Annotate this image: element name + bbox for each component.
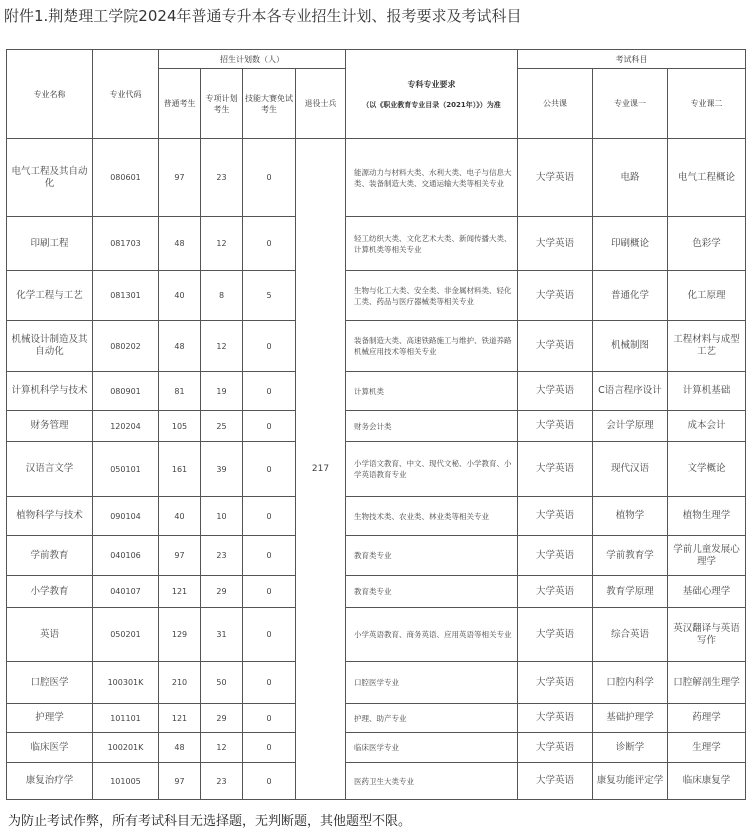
major-name-cell: 印刷工程 — [7, 217, 93, 271]
regular-count-cell: 81 — [159, 372, 201, 411]
major-code-cell: 101101 — [93, 704, 159, 733]
skill-count-cell: 0 — [243, 704, 296, 733]
public-course-cell: 大学英语 — [518, 411, 593, 442]
major-name-cell: 电气工程及其自动化 — [7, 139, 93, 217]
requirement-cell: 教育类专业 — [346, 536, 518, 576]
footnote: 为防止考试作弊，所有考试科目无选择题，无判断题，其他题型不限。 — [8, 814, 412, 829]
professional-course-1-cell: 会计学原理 — [593, 411, 668, 442]
requirement-cell: 医药卫生大类专业 — [346, 763, 518, 800]
skill-count-cell: 0 — [243, 608, 296, 662]
header-enrollment-plan: 招生计划数（人） — [159, 50, 346, 69]
professional-course-2-cell: 成本会计 — [668, 411, 746, 442]
requirement-cell: 财务会计类 — [346, 411, 518, 442]
regular-count-cell: 121 — [159, 704, 201, 733]
professional-course-2-cell: 生理学 — [668, 733, 746, 763]
page-title: 附件1.荆楚理工学院2024年普通专升本各专业招生计划、报考要求及考试科目 — [4, 7, 522, 25]
requirement-cell: 教育类专业 — [346, 576, 518, 608]
header-special: 专项计划考生 — [201, 69, 243, 139]
public-course-cell: 大学英语 — [518, 372, 593, 411]
special-count-cell: 25 — [201, 411, 243, 442]
professional-course-2-cell: 工程材料与成型工艺 — [668, 321, 746, 372]
regular-count-cell: 97 — [159, 536, 201, 576]
requirement-cell: 生物技术类、农业类、林业类等相关专业 — [346, 497, 518, 536]
skill-count-cell: 0 — [243, 497, 296, 536]
requirement-cell: 计算机类 — [346, 372, 518, 411]
regular-count-cell: 129 — [159, 608, 201, 662]
professional-course-2-cell: 药理学 — [668, 704, 746, 733]
special-count-cell: 29 — [201, 576, 243, 608]
table-row — [7, 442, 746, 497]
table-body — [7, 139, 746, 800]
special-count-cell: 23 — [201, 139, 243, 217]
table-row — [7, 271, 746, 321]
major-code-cell: 080202 — [93, 321, 159, 372]
requirement-cell: 护理、助产专业 — [346, 704, 518, 733]
professional-course-2-cell: 英汉翻译与英语写作 — [668, 608, 746, 662]
requirement-cell: 能源动力与材料大类、水利大类、电子与信息大类、装备制造大类、交通运输大类等相关专业 — [346, 139, 518, 217]
header-public: 公共课 — [518, 69, 593, 139]
professional-course-1-cell: 印刷概论 — [593, 217, 668, 271]
major-name-cell: 机械设计制造及其自动化 — [7, 321, 93, 372]
professional-course-1-cell: 学前教育学 — [593, 536, 668, 576]
major-code-cell: 100201K — [93, 733, 159, 763]
skill-count-cell: 0 — [243, 763, 296, 800]
public-course-cell: 大学英语 — [518, 576, 593, 608]
professional-course-1-cell: 教育学原理 — [593, 576, 668, 608]
table-row — [7, 321, 746, 372]
skill-count-cell: 0 — [243, 139, 296, 217]
major-name-cell: 护理学 — [7, 704, 93, 733]
public-course-cell: 大学英语 — [518, 704, 593, 733]
major-code-cell: 100301K — [93, 662, 159, 704]
regular-count-cell: 105 — [159, 411, 201, 442]
major-code-cell: 050201 — [93, 608, 159, 662]
major-code-cell: 081301 — [93, 271, 159, 321]
major-name-cell: 康复治疗学 — [7, 763, 93, 800]
skill-count-cell: 0 — [243, 733, 296, 763]
major-name-cell: 植物科学与技术 — [7, 497, 93, 536]
table-row — [7, 704, 746, 733]
public-course-cell: 大学英语 — [518, 497, 593, 536]
skill-count-cell: 0 — [243, 321, 296, 372]
public-course-cell: 大学英语 — [518, 271, 593, 321]
major-name-cell: 计算机科学与技术 — [7, 372, 93, 411]
professional-course-2-cell: 临床康复学 — [668, 763, 746, 800]
professional-course-1-cell: 康复功能评定学 — [593, 763, 668, 800]
regular-count-cell: 48 — [159, 217, 201, 271]
professional-course-1-cell: 植物学 — [593, 497, 668, 536]
professional-course-2-cell: 植物生理学 — [668, 497, 746, 536]
special-count-cell: 29 — [201, 704, 243, 733]
professional-course-1-cell: 电路 — [593, 139, 668, 217]
professional-course-1-cell: 基础护理学 — [593, 704, 668, 733]
professional-course-2-cell: 基础心理学 — [668, 576, 746, 608]
major-name-cell: 英语 — [7, 608, 93, 662]
professional-course-2-cell: 化工原理 — [668, 271, 746, 321]
major-code-cell: 101005 — [93, 763, 159, 800]
skill-count-cell: 0 — [243, 217, 296, 271]
skill-count-cell: 0 — [243, 442, 296, 497]
skill-count-cell: 0 — [243, 662, 296, 704]
public-course-cell: 大学英语 — [518, 321, 593, 372]
requirement-cell: 口腔医学专业 — [346, 662, 518, 704]
regular-count-cell: 161 — [159, 442, 201, 497]
table-row — [7, 608, 746, 662]
special-count-cell: 12 — [201, 217, 243, 271]
major-code-cell: 090104 — [93, 497, 159, 536]
major-code-cell: 050101 — [93, 442, 159, 497]
header-prof1: 专业课一 — [593, 69, 668, 139]
special-count-cell: 23 — [201, 536, 243, 576]
special-count-cell: 12 — [201, 321, 243, 372]
professional-course-1-cell: 普通化学 — [593, 271, 668, 321]
requirement-cell: 临床医学专业 — [346, 733, 518, 763]
special-count-cell: 31 — [201, 608, 243, 662]
public-course-cell: 大学英语 — [518, 442, 593, 497]
special-count-cell: 50 — [201, 662, 243, 704]
major-name-cell: 口腔医学 — [7, 662, 93, 704]
public-course-cell: 大学英语 — [518, 536, 593, 576]
major-name-cell: 化学工程与工艺 — [7, 271, 93, 321]
major-code-cell: 080901 — [93, 372, 159, 411]
header-major-name: 专业名称 — [7, 50, 93, 139]
special-count-cell: 39 — [201, 442, 243, 497]
header-regular: 普通考生 — [159, 69, 201, 139]
table-row — [7, 733, 746, 763]
public-course-cell: 大学英语 — [518, 139, 593, 217]
header-req-title: 专科专业要求 — [407, 79, 456, 89]
major-name-cell: 汉语言文学 — [7, 442, 93, 497]
public-course-cell: 大学英语 — [518, 763, 593, 800]
regular-count-cell: 97 — [159, 139, 201, 217]
regular-count-cell: 210 — [159, 662, 201, 704]
professional-course-2-cell: 口腔解剖生理学 — [668, 662, 746, 704]
table-row — [7, 372, 746, 411]
professional-course-1-cell: C语言程序设计 — [593, 372, 668, 411]
header-exam-subjects: 考试科目 — [518, 50, 746, 69]
requirement-cell: 小学语文教育、中文、现代文秘、小学教育、小学英语教育专业 — [346, 442, 518, 497]
regular-count-cell: 121 — [159, 576, 201, 608]
major-name-cell: 学前教育 — [7, 536, 93, 576]
special-count-cell: 23 — [201, 763, 243, 800]
regular-count-cell: 97 — [159, 763, 201, 800]
header-skill: 技能大赛免试考生 — [243, 69, 296, 139]
major-code-cell: 120204 — [93, 411, 159, 442]
header-prof2: 专业课二 — [668, 69, 746, 139]
header-requirements — [346, 50, 518, 139]
professional-course-2-cell: 文学概论 — [668, 442, 746, 497]
professional-course-2-cell: 电气工程概论 — [668, 139, 746, 217]
header-veteran: 退役士兵 — [296, 69, 346, 139]
requirement-cell: 生物与化工大类、安全类、非金属材料类、轻化工类、药品与医疗器械类等相关专业 — [346, 271, 518, 321]
regular-count-cell: 40 — [159, 497, 201, 536]
regular-count-cell: 40 — [159, 271, 201, 321]
professional-course-2-cell: 计算机基础 — [668, 372, 746, 411]
table-row — [7, 662, 746, 704]
public-course-cell: 大学英语 — [518, 217, 593, 271]
special-count-cell: 10 — [201, 497, 243, 536]
public-course-cell: 大学英语 — [518, 608, 593, 662]
table-row — [7, 536, 746, 576]
header-major-code: 专业代码 — [93, 50, 159, 139]
major-code-cell: 081703 — [93, 217, 159, 271]
skill-count-cell: 0 — [243, 576, 296, 608]
table-row — [7, 217, 746, 271]
professional-course-1-cell: 综合英语 — [593, 608, 668, 662]
requirement-cell: 小学英语教育、商务英语、应用英语等相关专业 — [346, 608, 518, 662]
requirement-cell: 轻工纺织大类、文化艺术大类、新闻传播大类、计算机类等相关专业 — [346, 217, 518, 271]
major-code-cell: 040106 — [93, 536, 159, 576]
skill-count-cell: 0 — [243, 411, 296, 442]
major-code-cell: 080601 — [93, 139, 159, 217]
skill-count-cell: 5 — [243, 271, 296, 321]
major-name-cell: 小学教育 — [7, 576, 93, 608]
table-row — [7, 497, 746, 536]
professional-course-1-cell: 口腔内科学 — [593, 662, 668, 704]
header-req-note: （以《职业教育专业目录（2021年）》）为准 — [362, 100, 501, 109]
professional-course-1-cell: 现代汉语 — [593, 442, 668, 497]
regular-count-cell: 48 — [159, 733, 201, 763]
skill-count-cell: 0 — [243, 536, 296, 576]
table-row — [7, 576, 746, 608]
table-row — [7, 411, 746, 442]
major-code-cell: 040107 — [93, 576, 159, 608]
requirement-cell: 装备制造大类、高速铁路施工与维护、铁道养路机械应用技术等相关专业 — [346, 321, 518, 372]
public-course-cell: 大学英语 — [518, 733, 593, 763]
enrollment-table — [6, 49, 746, 800]
table-row — [7, 139, 746, 217]
major-name-cell: 财务管理 — [7, 411, 93, 442]
professional-course-1-cell: 诊断学 — [593, 733, 668, 763]
special-count-cell: 8 — [201, 271, 243, 321]
major-name-cell: 临床医学 — [7, 733, 93, 763]
special-count-cell: 12 — [201, 733, 243, 763]
public-course-cell: 大学英语 — [518, 662, 593, 704]
special-count-cell: 19 — [201, 372, 243, 411]
table-row — [7, 763, 746, 800]
regular-count-cell: 48 — [159, 321, 201, 372]
veteran-total-cell: 217 — [296, 139, 346, 800]
professional-course-1-cell: 机械制图 — [593, 321, 668, 372]
professional-course-2-cell: 学前儿童发展心理学 — [668, 536, 746, 576]
professional-course-2-cell: 色彩学 — [668, 217, 746, 271]
skill-count-cell: 0 — [243, 372, 296, 411]
